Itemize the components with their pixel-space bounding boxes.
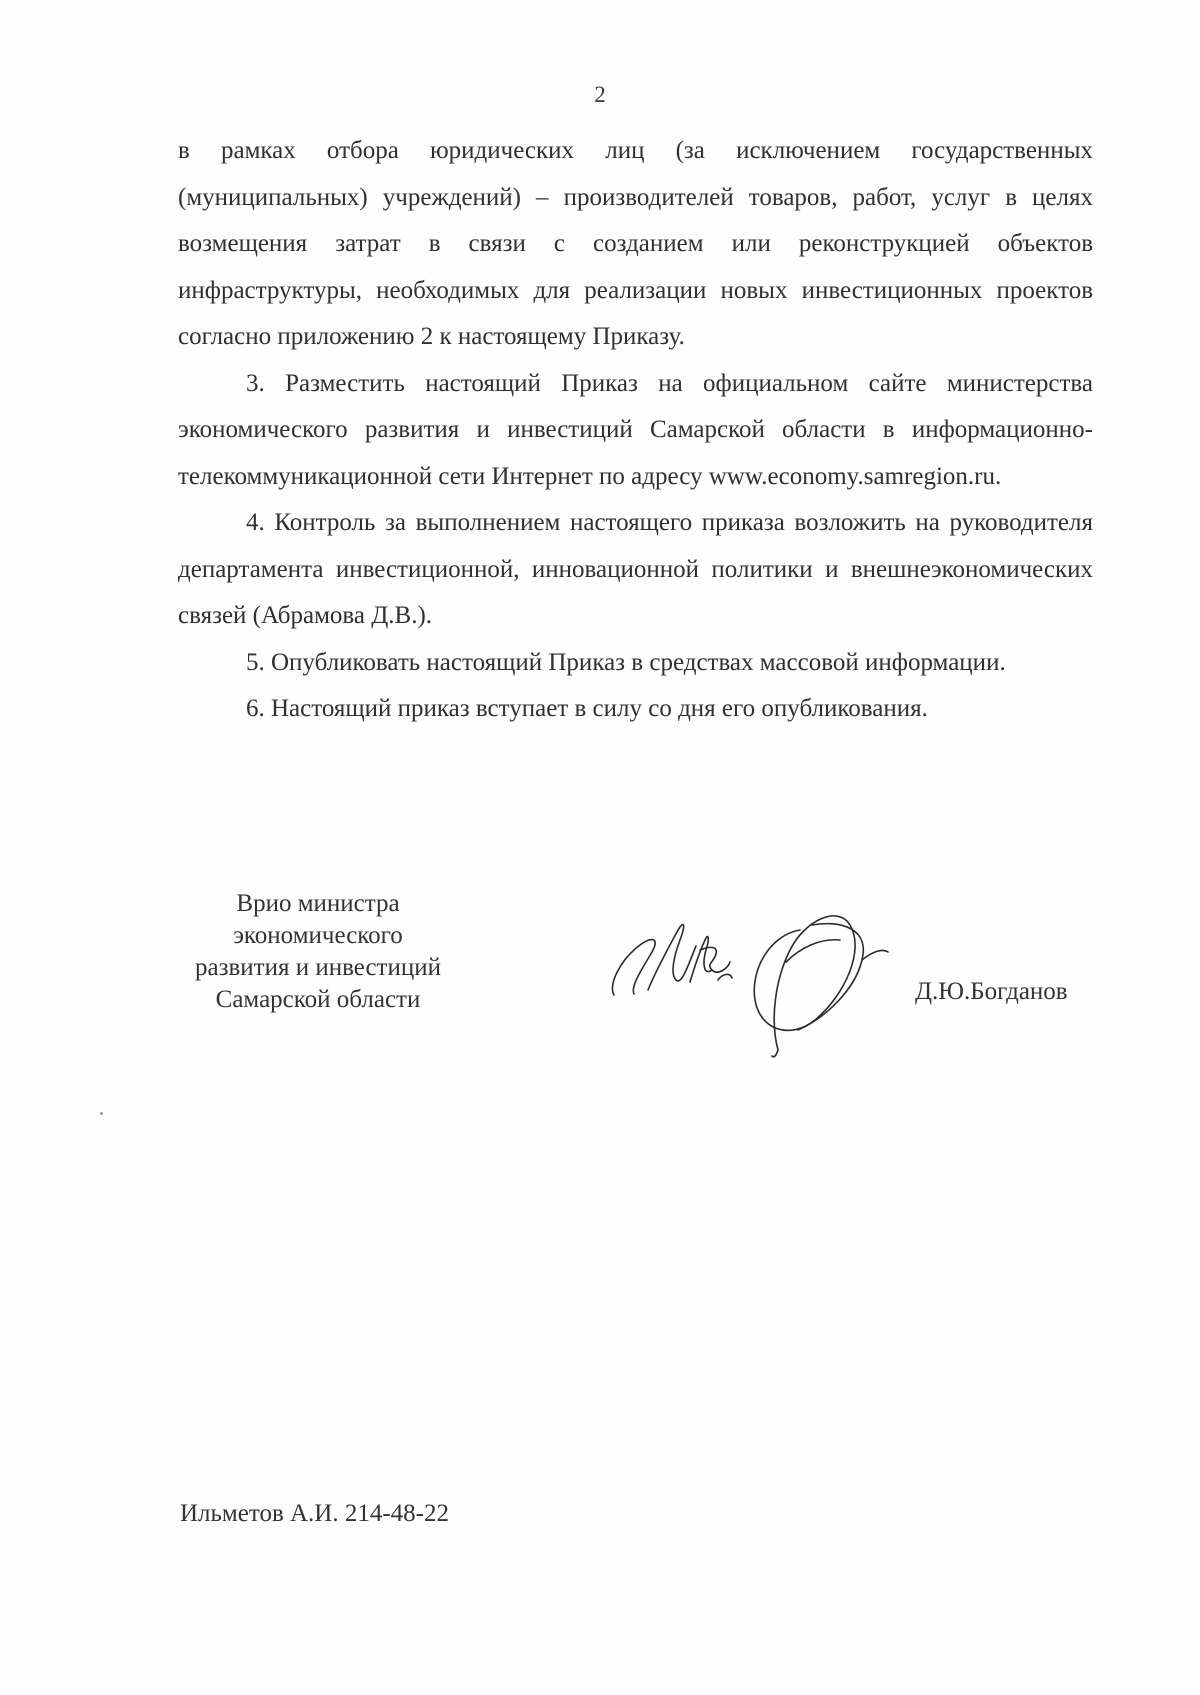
handwritten-signature — [600, 890, 940, 1060]
document-body — [178, 128, 1093, 733]
paragraph-item-4: 4. Контроль за выполнением настоящего приказа возложить на руководителя департамента инвестиционной, инновационной политики и внешнеэкономических связей (Абрамова Д.В.). — [178, 509, 1093, 629]
signatory-title-line: развития и инвестиций — [194, 954, 441, 981]
paragraph-continuation: в рамках отбора юридических лиц (за исключением государственных (муниципальных) учреждений) – производителей товаров, работ, услуг в целях возмещения затрат в связи с созданием или реконструкцией объектов инфраструктуры, необходимых для реализации новых инвестиционных проектов согласно приложению 2 к настоящему Приказу. — [178, 137, 1093, 350]
signatory-title-line: Самарской области — [215, 986, 421, 1013]
signatory-title — [168, 888, 468, 1016]
paragraph-item-3: 3. Разместить настоящий Приказ на официальном сайте министерства экономического развития и инвестиций Самарской области в информационно-телекоммуникационной сети Интернет по адресу www.economy.samregion.ru. — [178, 369, 1093, 490]
executor-contact: Ильметов А.И. 214-48-22 — [180, 1500, 450, 1527]
signatory-title-line: экономического — [233, 922, 403, 949]
scan-artifact — [100, 1112, 103, 1115]
paragraph-item-6: 6. Настоящий приказ вступает в силу со дня его опубликования. — [246, 695, 928, 722]
signatory-title-line: Врио министра — [236, 890, 400, 917]
page-number: 2 — [594, 82, 606, 107]
signer-name: Д.Ю.Богданов — [915, 978, 1068, 1005]
paragraph-item-5: 5. Опубликовать настоящий Приказ в средствах массовой информации. — [246, 648, 1006, 676]
